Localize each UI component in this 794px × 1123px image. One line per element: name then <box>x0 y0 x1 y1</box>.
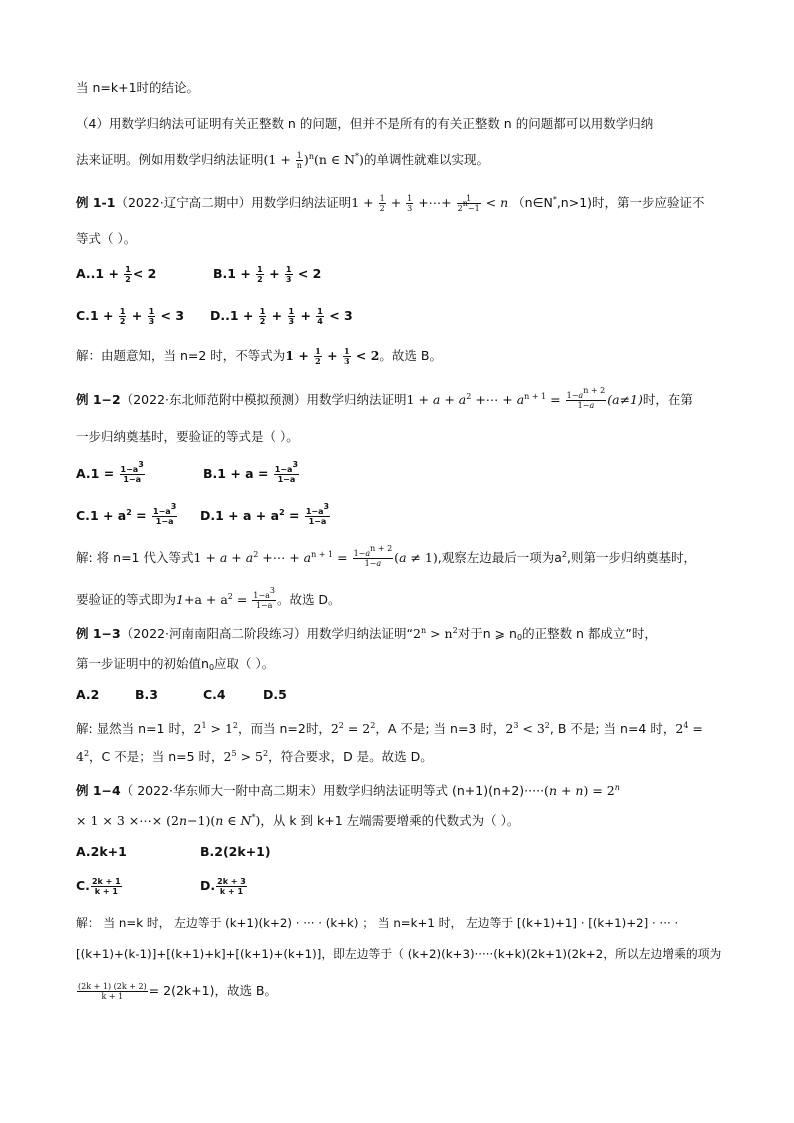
text: 时，在第 <box>642 392 693 407</box>
text: 第一步证明中的初始值n <box>76 656 209 671</box>
text: 解：由题意知，当 n=2 时，不等式为 <box>76 348 286 363</box>
text: 等式（ ）。 <box>76 231 137 246</box>
example-1-4-answer-cont <box>76 945 721 963</box>
math-expression: (1 + $\frac{1}{n}$ )$^n$(n ∈ N*) <box>263 151 364 170</box>
text: 用数学归纳法证明等式 (n+1)(n+2)····· <box>323 783 545 798</box>
math-expression: $2^4$ = <box>675 721 703 736</box>
text: 。故选 D。 <box>276 592 341 607</box>
text: 解: 将 n=1 代入等式 <box>76 550 194 565</box>
example-1-4-question <box>76 782 620 800</box>
math-expression: $(n + n) = 2^n$ <box>544 783 620 798</box>
math-expression: $2^5 > 5^2$ <box>223 749 269 764</box>
text: 的正整数 n 都成立”时， <box>522 626 657 641</box>
math-expression: $2^1 > 1^2$ <box>193 721 238 736</box>
example-1-4-question-cont <box>76 812 519 830</box>
math-expression: $\frac{(2k + 1) (2k + 2)}{k + 1}$ <box>78 982 147 1001</box>
text: 法来证明。例如用数学归纳法证明 <box>76 152 264 167</box>
option-a: A.2 <box>76 687 100 702</box>
text: ，符合要求，D 是。故选 D。 <box>268 749 433 764</box>
text: 要验证的等式即为 <box>76 592 177 607</box>
text: 。故选 B。 <box>379 348 442 363</box>
example-1-2-question-cont <box>76 428 299 446</box>
option-label: C. <box>76 878 90 893</box>
example-label: 例 1-1 <box>76 195 116 210</box>
example-1-4-answer <box>76 914 678 932</box>
option-label: D. <box>200 508 216 523</box>
example-1-4-answer-end <box>76 982 277 1001</box>
example-1-3-answer-cont <box>76 748 433 766</box>
example-1-3-question-cont: 第一步证明中的初始值$n_0$应取（ ）。 <box>76 656 275 672</box>
text: ,n>1)时，第一步应验证不 <box>556 195 705 210</box>
option-label: D. <box>200 878 216 893</box>
example-1-2-answer-cont <box>76 586 341 610</box>
example-1-1-question: 例 1-1（2022·辽宁高二期中）用数学归纳法证明1 + $\frac{1}{2}$ + $\frac{1}{3}$ +⋯+ $\frac{1}{2^n-1}$ < n （n∈N*,n>1)时，第一步应验证不 <box>76 194 705 213</box>
option-label: A.. <box>76 266 96 281</box>
math-expression: $1 + a + a^2$ +⋯ + $a^{n + 1}$ = $\frac{1-a^{n + 2}}{1-a}$ (a ≠ 1) <box>193 544 438 568</box>
text: 解： 当 n=k 时， 左边等于 (k+1)(k+2) · ··· · (k+k) ； 当 n=k+1 时， 左边等于 [(k+1)+1] · [(k+1)+2] · ··· · <box>76 916 679 930</box>
example-source: （2022·东北师范附中模拟预测） <box>120 392 307 407</box>
option-b: B.3 <box>135 687 158 702</box>
option-d: D..1 + $\frac{1}{2}$ + $\frac{1}{3}$ + $\frac{1}{4}$ < 3 <box>210 307 353 326</box>
text: ，A 不是; 当 n=3 时， <box>375 721 506 736</box>
text: = 2(2k+1)，故选 B。 <box>148 983 277 998</box>
text: ，C 不是；当 n=5 时， <box>89 749 224 764</box>
option-c: $C.1 + a^2$ = $\frac{1-a^3}{1-a}$ <box>76 502 177 526</box>
text: ，从 k 到 k+1 左端需要增乘的代数式为（ ）。 <box>260 813 520 828</box>
paragraph-conclusion <box>76 79 199 97</box>
text: 用数学归纳法证明 <box>251 195 352 210</box>
math-expression: $2^n > n^2$ <box>413 626 458 641</box>
paragraph-note-4-cont <box>76 151 489 170</box>
math-expression: $4^2$ <box>76 749 90 764</box>
text: 当 n=k+1时的结论。 <box>76 80 200 95</box>
option-label: B. <box>213 266 228 281</box>
option-label: C. <box>76 508 90 523</box>
option-c: C.4 <box>203 687 226 702</box>
option-label: A. <box>76 466 91 481</box>
example-label: 例 1−2 <box>76 392 121 407</box>
text: （n∈N <box>512 195 553 210</box>
math-expression: 1 + $\frac{1}{2}$ + $\frac{1}{3}$ < 2 <box>285 346 380 366</box>
option-d: $D.1 + a + a^2$ = $\frac{1-a^3}{1-a}$ <box>200 502 330 526</box>
math-expression: × 1 × 3 ×⋯× (2n−1)(n ∈ N*) <box>76 813 261 828</box>
example-1-3-answer <box>76 720 703 738</box>
option-c: C. $\frac{2k + 1}{k + 1}$ <box>76 877 121 896</box>
option-b: B.1 + a = $\frac{1-a^3}{1-a}$ <box>203 460 299 484</box>
example-1-2-answer: 解: 将 n=1 代入等式$1 + a + a^2$ +⋯ + $a^{n + 1}$ = $\frac{1-a^{n + 2}}{1-a}$ (a ≠ 1),观察左边最后一项为$a^2$,则第一步归纳奠基时， <box>76 544 696 568</box>
example-source: （2022·河南南阳高二阶段练习） <box>120 626 307 641</box>
option-a: A.2k+1 <box>76 844 127 859</box>
example-1-2-question <box>76 386 693 410</box>
text: , B 不是; 当 n=4 时， <box>549 721 676 736</box>
option-label: B. <box>203 466 218 481</box>
text: （4）用数学归纳法可证明有关正整数 n 的问题，但并不是所有的有关正整数 n 的问题都可以用数学归纳 <box>76 116 654 131</box>
option-label: D.. <box>210 308 230 323</box>
text: ,观察左边最后一项为a <box>437 550 562 565</box>
option-c: C.1 + $\frac{1}{2}$ + $\frac{1}{3}$ < 3 <box>76 307 185 326</box>
option-b: B.2(2k+1) <box>200 844 271 859</box>
option-b: B.1 + $\frac{1}{2}$ + $\frac{1}{3}$ < 2 <box>213 265 322 284</box>
paragraph-note-4 <box>76 115 653 133</box>
example-1-1-question-cont <box>76 230 136 248</box>
text: 用数学归纳法证明“ <box>306 626 414 641</box>
text: 的单调性就难以实现。 <box>363 152 489 167</box>
text: 用数学归纳法证明 <box>306 392 407 407</box>
example-label: 例 1−3 <box>76 626 121 641</box>
text: 解: 显然当 n=1 时， <box>76 721 194 736</box>
option-a: A.1 = $\frac{1-a^3}{1-a}$ <box>76 460 144 484</box>
math-expression: $2^2 = 2^2$ <box>330 721 376 736</box>
math-expression: $2^3 < 3^2$ <box>505 721 550 736</box>
math-expression: $1 + a + a^2$ +⋯ + $a^{n + 1}$ = $\frac{1-a^{n + 2}}{1-a}$ (a≠1) <box>406 386 643 410</box>
text: [(k+1)+(k-1)]+[(k+1)+k]+[(k+1)+(k+1)]，即左边等于（ (k+2)(k+3)·····(k+k)(2k+1)(2k+2，所以左边增乘的项为 <box>76 947 722 961</box>
option-a: A..1 + $\frac{1}{2}$ < 2 <box>76 265 157 284</box>
option-d: D. $\frac{2k + 3}{k + 1}$ <box>200 877 246 896</box>
math-expression: $1+a + a^2$ = $\frac{1-a^3}{1-a}$ <box>176 586 275 610</box>
text: 一步归纳奠基时，要验证的等式是（ ）。 <box>76 429 299 444</box>
example-source: （2022·辽宁高二期中） <box>115 195 252 210</box>
example-label: 例 1−4 <box>76 783 121 798</box>
example-1-1-answer <box>76 347 442 366</box>
option-d: D.5 <box>263 687 287 702</box>
text: ,则第一步归纳奠基时， <box>567 550 696 565</box>
example-1-3-question: 例 1−3（2022·河南南阳高二阶段练习）用数学归纳法证明“$2^n > n^2$对于n ⩾ $n_0$的正整数 n 都成立”时， <box>76 626 657 642</box>
text: 应取（ ）。 <box>214 656 275 671</box>
example-source: （ 2022·华东师大一附中高二期末） <box>120 783 323 798</box>
text: ，而当 n=2时， <box>238 721 331 736</box>
math-expression: 1 + $\frac{1}{2}$ + $\frac{1}{3}$ +⋯+ $\frac{1}{2^n-1}$ < n <box>351 194 509 213</box>
text: 对于n ⩾ n <box>457 626 517 641</box>
option-label: C. <box>76 308 90 323</box>
